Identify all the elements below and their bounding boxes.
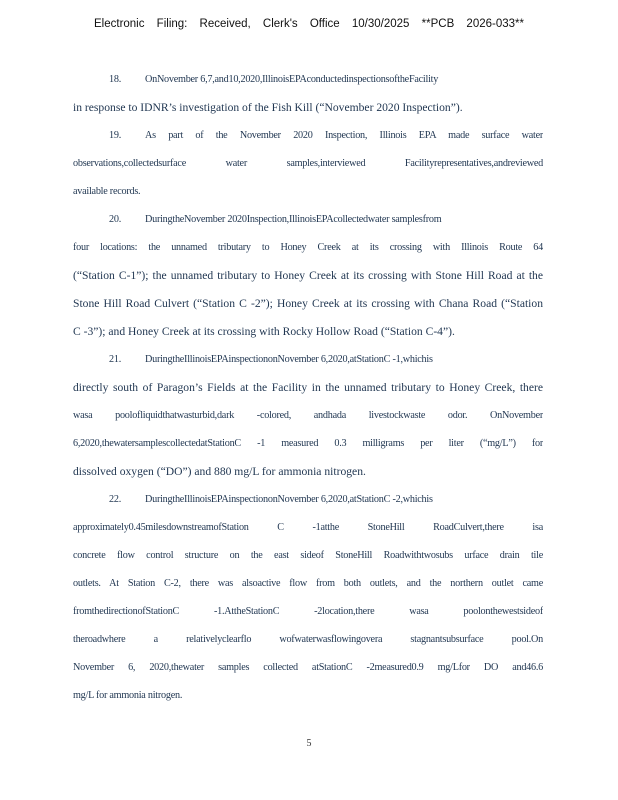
paragraph-number: 22. xyxy=(109,494,121,505)
paragraph-line xyxy=(73,122,543,150)
line-text: outlets. At Station C-2, there was alsoactive flow from both outlets, and the northern outlet came xyxy=(73,578,543,589)
line-text: DuringtheNovember 2020Inspection,IllinoisEPAcollectedwater samplesfrom xyxy=(145,214,442,225)
paragraph-line xyxy=(73,570,543,598)
paragraph-line xyxy=(73,318,543,346)
paragraph-number: 19. xyxy=(109,130,121,141)
line-text: dissolved oxygen (“DO”) and 880 mg/L for ammonia nitrogen. xyxy=(73,465,366,478)
document-body xyxy=(73,66,543,710)
line-text: DuringtheIllinoisEPAinspectiononNovember 6,2020,atStationC -2,whichis xyxy=(145,494,433,505)
paragraph-line xyxy=(73,514,543,542)
line-text: theroadwhere a relativelyclearflo wofwaterwasflowingovera stagnantsubsurface pool.On xyxy=(73,634,543,645)
line-text: observations,collectedsurface water samples,interviewed Facilityrepresentatives,andreviewed xyxy=(73,158,543,169)
line-text: November 6, 2020,thewater samples collected atStationC -2measured0.9 mg/Lfor DO and46.6 xyxy=(73,662,543,673)
filing-header: Electronic Filing: Received, Clerk's Office 10/30/2025 **PCB 2026-033** xyxy=(94,18,524,30)
paragraph-line xyxy=(73,262,543,290)
paragraph-line xyxy=(73,458,543,486)
paragraph-line xyxy=(73,290,543,318)
line-text: concrete flow control structure on the east sideof StoneHill Roadwithtwosubs urface drain tile xyxy=(73,550,543,561)
paragraph-number: 20. xyxy=(109,214,121,225)
line-text: DuringtheIllinoisEPAinspectiononNovember 6,2020,atStationC -1,whichis xyxy=(145,354,433,365)
paragraph-line xyxy=(73,66,543,94)
paragraph-number: 21. xyxy=(109,354,121,365)
paragraph-line xyxy=(73,206,543,234)
line-text: wasa poolofliquidthatwasturbid,dark -colored, andhada livestockwaste odor. OnNovember xyxy=(73,410,543,421)
paragraph-line xyxy=(73,486,543,514)
paragraph-line xyxy=(73,346,543,374)
paragraph-line xyxy=(73,402,543,430)
paragraph-number: 18. xyxy=(109,74,121,85)
paragraph-line xyxy=(73,94,543,122)
paragraph-line xyxy=(73,626,543,654)
page-number: 5 xyxy=(306,738,312,749)
paragraph-line xyxy=(73,374,543,402)
line-text: available records. xyxy=(73,186,141,197)
line-text: directly south of Paragon’s Fields at the Facility in the unnamed tributary to Honey Creek, there xyxy=(73,381,543,394)
line-text: fromthedirectionofStationC -1.AttheStationC -2location,there wasa poolonthewestsideof xyxy=(73,606,543,617)
paragraph-line xyxy=(73,598,543,626)
paragraph-line xyxy=(73,234,543,262)
paragraph-line xyxy=(73,430,543,458)
line-text: (“Station C-1”); the unnamed tributary to Honey Creek at its crossing with Stone Hill Road at the xyxy=(73,269,543,282)
paragraph-line xyxy=(73,150,543,178)
line-text: As part of the November 2020 Inspection, Illinois EPA made surface water xyxy=(145,130,543,141)
paragraph-line xyxy=(73,178,543,206)
paragraph-line xyxy=(73,542,543,570)
line-text: approximately0.45milesdownstreamofStation C -1atthe StoneHill RoadCulvert,there isa xyxy=(73,522,543,533)
line-text: in response to IDNR’s investigation of the Fish Kill (“November 2020 Inspection”). xyxy=(73,101,463,114)
line-text: mg/L for ammonia nitrogen. xyxy=(73,690,183,701)
line-text: 6,2020,thewatersamplescollectedatStationC -1 measured 0.3 milligrams per liter (“mg/L”) for xyxy=(73,438,543,449)
line-text: four locations: the unnamed tributary to Honey Creek at its crossing with Illinois Route 64 xyxy=(73,242,543,253)
line-text: Stone Hill Road Culvert (“Station C -2”); Honey Creek at its crossing with Chana Road (“Station xyxy=(73,297,543,310)
paragraph-line xyxy=(73,654,543,682)
line-text: OnNovember 6,7,and10,2020,IllinoisEPAconductedinspectionsoftheFacility xyxy=(145,74,439,85)
line-text: C -3”); and Honey Creek at its crossing with Rocky Hollow Road (“Station C-4”). xyxy=(73,325,455,338)
paragraph-line xyxy=(73,682,543,710)
